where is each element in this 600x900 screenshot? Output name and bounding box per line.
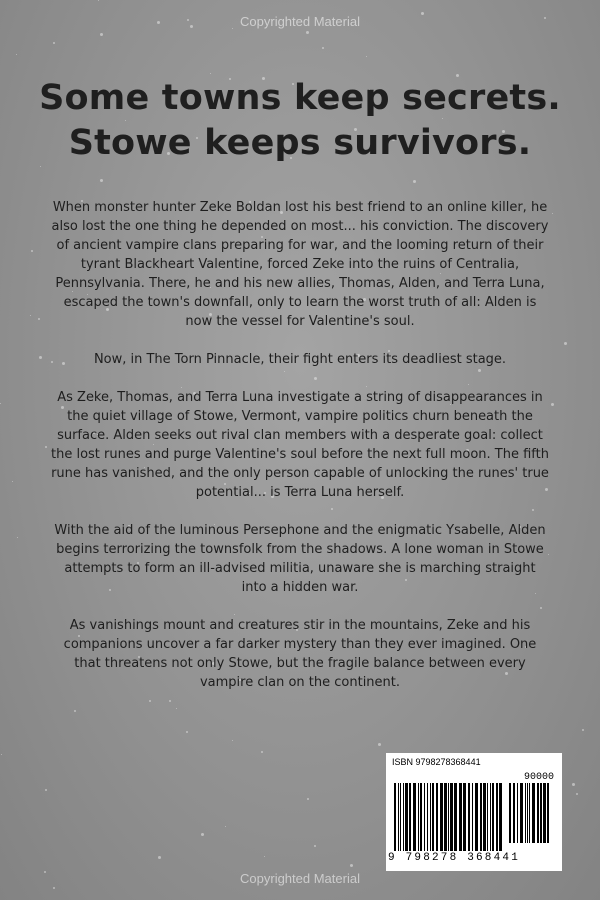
barcode-stripe [405, 783, 408, 851]
snow-speck [40, 166, 41, 167]
snow-speck [201, 833, 204, 836]
snow-speck [98, 0, 99, 1]
snow-speck [582, 729, 584, 731]
barcode-stripe [540, 783, 542, 843]
barcode-stripe [520, 783, 523, 843]
snow-speck [12, 481, 13, 482]
barcode-stripe [403, 783, 404, 851]
barcode-stripe [468, 783, 470, 851]
barcode-stripe [496, 783, 498, 851]
barcode-stripe [513, 783, 515, 843]
barcode-stripe [490, 783, 491, 851]
barcode-stripe [463, 783, 466, 851]
snow-speck [17, 537, 18, 538]
snow-speck [576, 793, 578, 795]
snow-speck [31, 250, 33, 252]
snow-speck [158, 856, 161, 859]
snow-speck [45, 446, 47, 448]
barcode-digits: 9 798278 368441 [388, 852, 521, 864]
barcode-stripe [413, 783, 416, 851]
snow-speck [564, 342, 567, 345]
isbn-label: ISBN 9798278368441 [392, 757, 481, 767]
snow-speck [0, 403, 1, 404]
barcode-stripe [499, 783, 502, 851]
barcode-stripe [483, 783, 486, 851]
snow-speck [100, 33, 103, 36]
blurb-paragraph: Now, in The Torn Pinnacle, their fight enters its deadliest stage. [93, 352, 507, 367]
barcode-stripe [509, 783, 511, 843]
snow-speck [53, 42, 55, 44]
price-code: 90000 [523, 772, 554, 783]
snow-speck [39, 356, 42, 359]
snow-speck [186, 731, 188, 733]
blurb [50, 198, 550, 711]
barcode-stripe [430, 783, 431, 851]
snow-speck [264, 856, 265, 857]
barcode-stripe [475, 783, 478, 851]
watermark-bottom: Copyrighted Material [240, 871, 360, 886]
barcode-stripe [537, 783, 539, 843]
watermark-top: Copyrighted Material [240, 14, 360, 29]
barcode-stripe [472, 783, 473, 851]
snow-speck [38, 318, 40, 320]
barcode-stripe [547, 783, 549, 843]
price-barcode [509, 783, 551, 843]
blurb-paragraph: As vanishings mount and creatures stir in the mountains, Zeke and his companions uncover a far darker mystery than they ever imagined. One that threatens not only Stowe, but the fragile balance between every vampire clan on the continent. [63, 618, 537, 690]
barcode-stripe [459, 783, 462, 851]
barcode-stripe [529, 783, 530, 843]
barcode-stripe [517, 783, 518, 843]
barcode-stripe [543, 783, 546, 843]
snow-speck [552, 213, 553, 214]
barcode-stripe [409, 783, 411, 851]
barcode-stripe [448, 783, 449, 851]
barcode-stripe [436, 783, 438, 851]
snow-speck [100, 179, 103, 182]
snow-speck [378, 743, 381, 746]
barcode-stripe [454, 783, 457, 851]
snow-speck [232, 740, 233, 741]
barcode-stripe [492, 783, 494, 851]
barcode-stripe [450, 783, 453, 851]
isbn-barcode-box [386, 753, 562, 871]
barcode-stripe [398, 783, 399, 851]
snow-speck [306, 31, 309, 34]
snow-speck [307, 798, 309, 800]
barcode-stripe [532, 783, 535, 843]
snow-speck [366, 56, 367, 57]
ean-barcode [394, 783, 504, 853]
snow-speck [1, 754, 2, 755]
barcode-stripe [440, 783, 443, 851]
barcode-stripe [394, 783, 396, 851]
snow-speck [30, 315, 31, 316]
snow-speck [53, 887, 55, 889]
barcode-stripe [420, 783, 422, 851]
snow-speck [261, 751, 263, 753]
snow-speck [225, 826, 226, 827]
barcode-stripe [444, 783, 447, 851]
snow-speck [16, 54, 17, 55]
headline [0, 76, 600, 166]
barcode-stripe [432, 783, 434, 851]
blurb-paragraph: When monster hunter Zeke Boldan lost his best friend to an online killer, he also lost the one thing he depended on most... his conviction. The discovery of ancient vampire clans preparing for war, and the looming return of their tyrant Blackheart Valentine, forced Zeke into the ruins of Centralia, Pennsylvania. There, he and his new allies, Thomas, Alden, and Terra Luna, escaped the town's downfall, only to learn the worst truth of all: Alden is now the vessel for Valentine's soul. [51, 200, 549, 329]
snow-speck [551, 403, 554, 406]
barcode-stripe [487, 783, 488, 851]
headline-line-1: Some towns keep secrets. [39, 78, 561, 118]
snow-speck [322, 47, 324, 49]
snow-speck [45, 789, 47, 791]
headline-line-2: Stowe keeps survivors. [68, 123, 532, 163]
barcode-stripe [525, 783, 526, 843]
barcode-stripe [400, 783, 401, 851]
barcode-stripe [427, 783, 428, 851]
snow-speck [210, 73, 211, 74]
barcode-stripe [480, 783, 482, 851]
barcode-stripe [418, 783, 419, 851]
barcode-stripe [424, 783, 425, 851]
blurb-paragraph: As Zeke, Thomas, and Terra Luna investigate a string of disappearances in the quiet village of Stowe, Vermont, vampire politics churn beneath the surface. Alden seeks out rival clan members with a desperate goal: collect the lost runes and purge Valentine's soul before the next full moon. The fifth rune has vanished, and the only person capable of unlocking the runes' true potential... is Terra Luna herself. [51, 390, 549, 500]
snow-speck [413, 180, 416, 183]
snow-speck [350, 864, 353, 867]
snow-speck [572, 783, 575, 786]
barcode-stripe [527, 783, 528, 843]
snow-speck [314, 845, 316, 847]
blurb-paragraph: With the aid of the luminous Persephone and the enigmatic Ysabelle, Alden begins terrorizing the townsfolk from the shadows. A lone woman in Stowe attempts to form an ill-advised militia, unaware she is marching straight into a hidden war. [54, 523, 546, 595]
